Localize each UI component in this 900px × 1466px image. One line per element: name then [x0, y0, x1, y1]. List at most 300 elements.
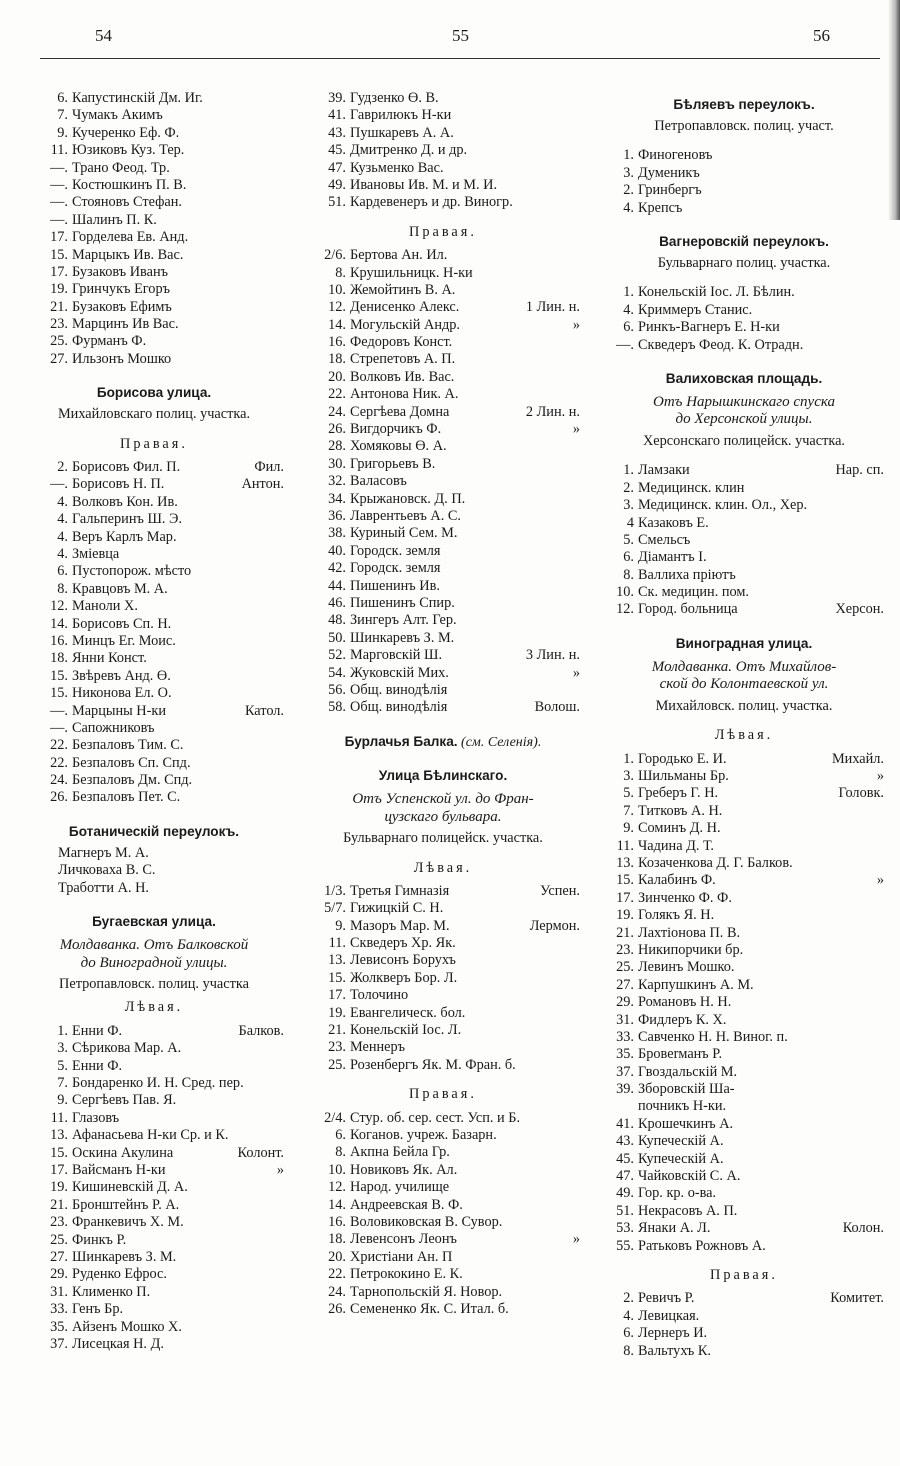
side-label: Лѣвая. [124, 999, 184, 1016]
entry-row [300, 508, 586, 525]
house-number: 23. [50, 1214, 68, 1231]
owner-name: Бузаковъ Иванъ [72, 263, 169, 280]
cross-reference-title: Бурлачья Балка. [344, 733, 458, 749]
house-number: 25. [328, 1056, 346, 1073]
cross-street: Лермон. [529, 917, 580, 934]
entry-list [300, 247, 586, 717]
owner-name: Валлиха пріютъ [638, 566, 736, 583]
entry-list [18, 90, 290, 368]
entry-row [18, 160, 290, 177]
owner-name: Кравцовъ М. А. [72, 580, 168, 597]
entry-row [598, 751, 890, 768]
cross-street: 3 Лин. н. [525, 647, 580, 664]
district-line: Херсонскаго полицейск. участка. [642, 432, 846, 449]
owner-name: Глазовъ [72, 1109, 120, 1126]
owner-name: Генъ Бр. [72, 1301, 124, 1318]
owner-name: Гвоздальскій М. [638, 1063, 738, 1080]
house-number: 26. [50, 789, 68, 806]
house-number: 54. [328, 664, 346, 681]
house-number: 10. [616, 584, 634, 601]
owner-name: Конельскій Іос. Л. Бѣлин. [638, 284, 795, 301]
owner-name: Безпаловъ Дм. Спд. [72, 772, 193, 789]
owner-name: Ск. медицин. пом. [638, 584, 750, 601]
entry-row [18, 1145, 290, 1162]
entry-row [18, 511, 290, 528]
entry-row [18, 247, 290, 264]
entry-row [18, 1058, 290, 1075]
owner-name: Новиковъ Як. Ал. [350, 1161, 458, 1178]
entry-row [598, 890, 890, 907]
entry-row [300, 404, 586, 421]
entry-row [300, 438, 586, 455]
house-number: 38. [328, 525, 346, 542]
owner-name: Зміевца [72, 546, 120, 563]
owner-name: Сергѣевъ Пав. Я. [72, 1092, 177, 1109]
entry-row [18, 685, 290, 702]
entry-row [300, 473, 586, 490]
house-number: 49. [328, 176, 346, 193]
owner-name: Голякъ Я. Н. [638, 907, 715, 924]
house-number: 24. [328, 403, 346, 420]
owner-name: Шильманы Бр. [638, 768, 729, 785]
street-heading: Ботаническій переулокъ. [68, 823, 240, 839]
owner-name: Семененко Як. С. Итал. б. [350, 1300, 509, 1317]
house-number: 1/3. [324, 882, 346, 899]
house-number: 22. [50, 737, 68, 754]
entry-list [18, 845, 290, 897]
owner-name: Руденко Ефрос. [72, 1266, 167, 1283]
house-number: 22. [328, 1266, 346, 1283]
entry-row [300, 1144, 586, 1161]
house-number: 30. [328, 455, 346, 472]
owner-name: Гудзенко Ө. В. [350, 90, 439, 106]
house-number: —. [50, 194, 68, 211]
owner-name: Фидлеръ К. Х. [638, 1011, 727, 1028]
house-number: 14. [328, 1196, 346, 1213]
cross-street: » [572, 316, 580, 333]
house-number: 11. [50, 1109, 68, 1126]
entry-row [18, 1162, 290, 1179]
entry-row [300, 421, 586, 438]
house-number: 4 [626, 514, 634, 531]
entry-row [598, 1116, 890, 1133]
house-number: 4. [623, 199, 634, 216]
entry-row [300, 1301, 586, 1318]
owner-name: Купеческій А. [638, 1150, 724, 1167]
owner-name: Мазоръ Мар. М. [350, 917, 450, 934]
house-number: 10. [328, 1161, 346, 1178]
route-line: цузскаго бульвара. [384, 808, 502, 825]
house-number: 17. [50, 1161, 68, 1178]
entry-row [598, 337, 890, 354]
house-number: 1. [623, 462, 634, 479]
entry-row [598, 1081, 890, 1098]
house-number: —. [50, 159, 68, 176]
owner-name: Магнеръ М. А. [58, 844, 149, 861]
house-number: 14. [328, 316, 346, 333]
owner-name: Конельскій Іос. Л. [350, 1022, 462, 1039]
entry-row [300, 935, 586, 952]
district-line: Бульварнаго полиц. участка. [657, 254, 831, 271]
district-line: Петропавловск. полиц. участка [59, 976, 249, 993]
owner-name: Ивановы Ив. М. и М. И. [350, 176, 498, 193]
house-number: 13. [328, 952, 346, 969]
house-number: 31. [50, 1283, 68, 1300]
house-number: 33. [616, 1028, 634, 1045]
owner-name: Айзенъ Мошко Х. [72, 1318, 182, 1335]
owner-name: Ламзаки [638, 462, 690, 479]
owner-name: Никипорчики бр. [638, 941, 744, 958]
entry-row [300, 125, 586, 142]
house-number: 1. [57, 1022, 68, 1039]
owner-name: Чадина Д. Т. [638, 837, 714, 854]
house-number: 39. [328, 90, 346, 106]
owner-name: Афанасьева Н-ки Ср. и К. [72, 1127, 229, 1144]
entry-row [300, 282, 586, 299]
entry-row [598, 165, 890, 182]
house-number: 44. [328, 577, 346, 594]
entry-row [300, 351, 586, 368]
district-line: Бульварнаго полицейск. участка. [343, 830, 543, 847]
house-number: 52. [328, 647, 346, 664]
house-number: 43. [328, 124, 346, 141]
owner-name: Гринчукъ Егоръ [72, 281, 170, 298]
cross-reference [300, 733, 586, 751]
entry-row [18, 1127, 290, 1144]
entry-row [300, 1214, 586, 1231]
owner-name: Христіани Ан. П [350, 1248, 453, 1265]
owner-name: Маноли Х. [72, 598, 138, 615]
entry-row [598, 1133, 890, 1150]
owner-name: Бровerманъ Р. [638, 1046, 723, 1063]
owner-name: Григорьевъ В. [350, 455, 436, 472]
owner-name: Лаврентьевъ А. С. [350, 508, 461, 524]
house-number: 26. [328, 421, 346, 438]
entry-row [300, 1162, 586, 1179]
entry-row [300, 491, 586, 508]
entry-row [598, 1064, 890, 1081]
house-number: 9. [57, 1092, 68, 1109]
entry-row [598, 820, 890, 837]
owner-name: Жолкверъ Бор. Л. [350, 969, 458, 986]
cross-street: Балков. [238, 1022, 284, 1039]
entry-row [18, 1023, 290, 1040]
house-number: 29. [50, 1266, 68, 1283]
entry-row [300, 160, 586, 177]
house-number: 31. [616, 1011, 634, 1028]
owner-name: Юзиковъ Куз. Тер. [72, 142, 185, 159]
owner-name: Чайковскій С. А. [638, 1168, 741, 1185]
route-line: Молдаванка. Отъ Балковской [59, 937, 249, 954]
entry-row [300, 543, 586, 560]
entry-row [18, 1040, 290, 1057]
owner-name: Гаврилюкъ Н-ки [350, 107, 452, 124]
house-number: —. [50, 211, 68, 228]
entry-row [598, 302, 890, 319]
entry-row [300, 682, 586, 699]
owner-name: Народ. училище [350, 1179, 450, 1196]
owner-name: Клименко П. [72, 1283, 151, 1300]
house-number: 22. [50, 754, 68, 771]
column-1 [18, 90, 290, 1353]
house-number: 18. [50, 650, 68, 667]
cross-reference-text: (см. Селенія). [461, 734, 542, 750]
entry-row [300, 1231, 586, 1248]
house-number: 1. [623, 284, 634, 301]
entry-row [598, 147, 890, 164]
house-number: 46. [328, 594, 346, 611]
owner-name: Ревичъ Р. [638, 1290, 695, 1307]
owner-name: Греберъ Г. Н. [638, 785, 719, 802]
entry-row [598, 768, 890, 785]
owner-name: Пушкаревъ А. А. [350, 124, 454, 141]
owner-name: Савченко Н. Н. Виног. п. [638, 1028, 788, 1045]
house-number: 3. [623, 768, 634, 785]
cross-street: » [572, 1231, 580, 1248]
owner-name: Финкъ Р. [72, 1231, 127, 1248]
entry-row [18, 546, 290, 563]
owner-name: Крыжановск. Д. П. [350, 490, 466, 507]
owner-name: Некрасовъ А. П. [638, 1202, 738, 1219]
owner-name: Пишенинъ Ив. [350, 577, 440, 594]
house-number: 8. [623, 1342, 634, 1359]
owner-name: Думеникъ [638, 164, 700, 181]
house-number: 35. [50, 1318, 68, 1335]
district-line: Михайловскаго полиц. участка. [57, 406, 251, 423]
owner-name: Городько Е. И. [638, 750, 727, 767]
owner-name: Стояновъ Стефан. [72, 194, 182, 211]
entry-row [598, 1012, 890, 1029]
entry-row [598, 1343, 890, 1360]
entry-row [300, 456, 586, 473]
house-number: —. [50, 476, 68, 493]
entry-row [18, 598, 290, 615]
entry-row [598, 200, 890, 217]
house-number: 26. [328, 1300, 346, 1317]
cross-street: Михайл. [831, 750, 884, 767]
house-number: 13. [50, 1127, 68, 1144]
entry-row [18, 1249, 290, 1266]
entry-row [300, 1057, 586, 1074]
owner-name: Меннеръ [350, 1039, 406, 1056]
entry-row [18, 229, 290, 246]
owner-name: Третья Гимназія [350, 882, 450, 899]
cross-street: 2 Лин. н. [525, 403, 580, 420]
house-number: 3. [57, 1040, 68, 1057]
house-number: 7. [623, 802, 634, 819]
owner-name: Бузаковъ Ефимъ [72, 298, 172, 315]
entry-row [18, 772, 290, 789]
entry-row [598, 855, 890, 872]
house-number: 6. [623, 549, 634, 566]
owner-name: Романовъ Н. Н. [638, 994, 732, 1011]
entry-row [18, 1266, 290, 1283]
owner-name: Левицкая. [638, 1307, 700, 1324]
owner-name: Евангелическ. бол. [350, 1004, 466, 1021]
house-number: 7. [57, 107, 68, 124]
entry-row [18, 125, 290, 142]
owner-name: Ринкъ-Вагнеръ Е. Н-ки [638, 319, 780, 336]
house-number: 21. [50, 298, 68, 315]
house-number: 56. [328, 681, 346, 698]
entry-row [598, 462, 890, 479]
owner-name: Карпушкинъ А. М. [638, 976, 754, 993]
entry-row [300, 612, 586, 629]
owner-name: Вигдорчикъ Ф. [350, 421, 442, 438]
street-heading: Виноградная улица. [675, 635, 813, 651]
house-number: 15. [50, 246, 68, 263]
house-number: 47. [328, 159, 346, 176]
owner-name: Марговскій Ш. [350, 647, 443, 664]
house-number: 8. [623, 566, 634, 583]
entry-row [18, 1197, 290, 1214]
house-number: 17. [50, 229, 68, 246]
entry-row [598, 182, 890, 199]
header-rule [40, 58, 880, 59]
entry-list [598, 147, 890, 217]
entry-row [18, 281, 290, 298]
route-line: до Херсонской улицы. [675, 411, 813, 428]
route-line: Отъ Нарышкинскаго спуска [653, 393, 835, 410]
entry-row [18, 529, 290, 546]
owner-name: Крепсъ [638, 199, 683, 216]
street-heading: Бугаевская улица. [92, 914, 216, 930]
cross-street: Херсон. [835, 601, 884, 618]
owner-name: Зборовскій Ша- [638, 1081, 735, 1098]
house-number: 16. [50, 632, 68, 649]
entry-list [18, 1023, 290, 1353]
house-number: 5. [57, 1057, 68, 1074]
entry-row [18, 1301, 290, 1318]
house-number: 6. [623, 1325, 634, 1342]
house-number: —. [50, 176, 68, 193]
entry-row [300, 525, 586, 542]
house-number: 55. [616, 1237, 634, 1254]
owner-name: Титковъ А. Н. [638, 802, 723, 819]
page-number-left: 54 [95, 26, 112, 45]
entry-row [300, 247, 586, 264]
house-number: 15. [50, 667, 68, 684]
house-number: 25. [50, 1231, 68, 1248]
entry-row [18, 1075, 290, 1092]
street-heading: Бѣляевъ переулокъ. [673, 97, 815, 112]
entry-list [598, 284, 890, 354]
owner-name: Зинченко Ф. Ф. [638, 889, 732, 906]
entry-row [598, 1238, 890, 1255]
owner-name: Борисовъ Сп. Н. [72, 615, 172, 632]
owner-name: Воловиковская В. Сувор. [350, 1213, 503, 1230]
house-number: 2. [623, 182, 634, 199]
entry-row [18, 1179, 290, 1196]
owner-name: Скведеръ Феод. К. Отрадн. [638, 336, 804, 353]
house-number: 24. [50, 772, 68, 789]
entry-row [300, 1179, 586, 1196]
owner-name: Розенбергъ Як. М. Фран. б. [350, 1056, 516, 1073]
house-number: 20. [328, 1248, 346, 1265]
entry-row [18, 703, 290, 720]
house-number: 33. [50, 1301, 68, 1318]
house-number: 47. [616, 1168, 634, 1185]
owner-name: Безпаловъ Пет. С. [72, 789, 181, 806]
owner-name: Козаченкова Д. Г. Балков. [638, 855, 793, 872]
house-number: 8. [335, 1144, 346, 1161]
house-number: 18. [328, 1231, 346, 1248]
house-number: 40. [328, 542, 346, 559]
owner-name: Гальперинъ Ш. Э. [72, 511, 183, 528]
house-number: 15. [50, 685, 68, 702]
house-number: 2. [623, 1290, 634, 1307]
owner-name: Купеческій А. [638, 1133, 724, 1150]
entry-row [598, 977, 890, 994]
cross-street: » [276, 1161, 284, 1178]
entry-row [300, 665, 586, 682]
entry-row [598, 497, 890, 514]
owner-name: Крушильницк. Н-ки [350, 264, 473, 281]
entry-row [18, 755, 290, 772]
owner-name: Могульскій Андр. [350, 316, 461, 333]
house-number: 12. [50, 598, 68, 615]
owner-name: Калабинъ Ф. [638, 872, 716, 889]
owner-name: Лернеръ И. [638, 1325, 708, 1342]
entry-row [300, 317, 586, 334]
house-number: 15. [616, 872, 634, 889]
owner-name: Город. больница [638, 601, 738, 618]
house-number: 5. [623, 785, 634, 802]
side-label: Правая. [710, 1267, 778, 1283]
entry-row [300, 560, 586, 577]
entry-row [300, 1249, 586, 1266]
entry-row [598, 567, 890, 584]
page-number-right: 56 [813, 26, 830, 45]
house-number: 42. [328, 560, 346, 577]
house-number: 27. [616, 976, 634, 993]
house-number: 9. [335, 917, 346, 934]
owner-name: Городск. земля [350, 560, 441, 577]
entry-row [18, 142, 290, 159]
house-number: 19. [50, 281, 68, 298]
owner-name: Веръ Карлъ Мар. [72, 528, 177, 545]
house-number: 51. [328, 194, 346, 211]
entry-row [598, 803, 890, 820]
entry-row [18, 1319, 290, 1336]
house-number: 9. [57, 124, 68, 141]
house-number: 39. [616, 1081, 634, 1098]
owner-name: Сергѣева Домна [350, 403, 450, 420]
entry-row [300, 1127, 586, 1144]
entry-row [300, 952, 586, 969]
owner-name: Левисонъ Борухъ [350, 952, 456, 969]
entry-row [598, 1029, 890, 1046]
house-number: 18. [328, 351, 346, 368]
owner-name: Жемойтинъ В. А. [350, 281, 456, 298]
owner-name: Енни Ф. [72, 1022, 123, 1039]
cross-street: 1 Лин. н. [525, 299, 580, 316]
entry-row [18, 212, 290, 229]
owner-name: Общ. винодѣлія [350, 681, 448, 698]
house-number: 25. [616, 959, 634, 976]
entry-row [300, 883, 586, 900]
entry-row [18, 107, 290, 124]
owner-name: Горделева Ев. Анд. [72, 229, 189, 246]
house-number: 2. [57, 459, 68, 476]
owner-name: Борисовъ Фил. П. [72, 459, 181, 476]
owner-name: Денисенко Алекс. [350, 299, 460, 316]
owner-name: Волковъ Кон. Ив. [72, 493, 178, 510]
owner-name: Кучеренко Еф. Ф. [72, 124, 180, 141]
owner-name: почникъ Н-ки. [638, 1098, 727, 1115]
entry-row [300, 142, 586, 159]
entry-row [300, 1284, 586, 1301]
